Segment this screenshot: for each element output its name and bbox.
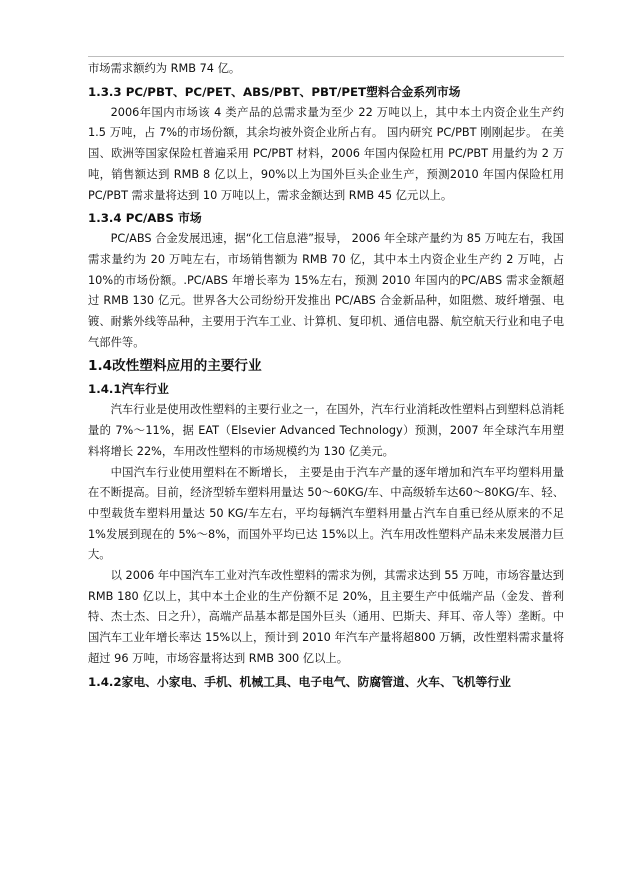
header-rule [88,56,564,57]
heading-1-4-2: 1.4.2家电、小家电、手机、机械工具、电子电气、防腐管道、火车、飞机等行业 [88,674,511,689]
heading-1-4: 1.4改性塑料应用的主要行业 [88,358,262,375]
paragraph-pc-pbt-market: 2006年国内市场该 4 类产品的总需求量为至少 22 万吨以上，其中本土内资企业生产约 1.5 万吨，占 7%的市场份额，其余均被外资企业所占有。 国内研究 PC/PBT 刚刚起步。 在美国、欧洲等国家保险杠普遍采用 PC/PBT 材料，2006 年国内保险杠用 PC/PBT 用量约为 2 万吨，销售额达到 RMB 8 亿以上，90%以上为国外巨头企业生产，预测2010 年国内保险杠用 PC/PBT 需求量将达到 10 万吨以上，需求金额达到 RMB 45 亿元以上。 [88,105,564,202]
heading-1-4-1: 1.4.1汽车行业 [88,382,169,397]
paragraph-auto-2006-demand: 以 2006 年中国汽车工业对汽车改性塑料的需求为例，其需求达到 55 万吨，市场容量达到 RMB 180 亿以上，其中本土企业的生产份额不足 20%，且主要生产中低端产品（金发、普利特、杰士杰、日之升），高端产品基本都是国外巨头（通用、巴斯夫、拜耳、帝人等）垄断。中国汽车工业年增长率达 15%以上，预计到 2010 年汽车产量将超800 万辆，改性塑料需求量将超过 96 万吨，市场容量将达到 RMB 300 亿以上。 [88,569,564,665]
heading-1-3-4: 1.3.4 PC/ABS 市场 [88,211,202,226]
paragraph-pc-abs-market: PC/ABS 合金发展迅速，据“化工信息港”报导， 2006 年全球产量约为 85 万吨左右，我国需求量约为 20 万吨左右，市场销售额为 RMB 70 亿，其中本土内资企业生产约 2 万吨，占 10%的市场份额。.PC/ABS 年增长率为 15%左右，预测 2010 年国内的PC/ABS 需求金额超过 RMB 130 亿元。世界各大公司纷纷开发推出 PC/ABS 合金新品种，如阻燃、玻纤增强、电镀、耐紫外线等品种，主要用于汽车工业、计算机、复印机、通信电器、航空航天行业和电子电气部件等。 [88,232,564,349]
paragraph-auto-industry-overview: 汽车行业是使用改性塑料的主要行业之一，在国外，汽车行业消耗改性塑料占到塑料总消耗量的 7%～11%，据 EAT（Elsevier Advanced Technology）预测，2007 年全球汽车用塑料将增长 22%，车用改性塑料的市场规模约为 130 亿美元。 [88,403,564,458]
paragraph-market-demand-end: 市场需求额约为 RMB 74 亿。 [88,62,241,75]
document-body [88,59,564,693]
heading-1-3-3: 1.3.3 PC/PBT、PC/PET、ABS/PBT、PBT/PET塑料合金系列市场 [88,84,461,99]
paragraph-auto-plastic-growth: 中国汽车行业使用塑料在不断增长， 主要是由于汽车产量的逐年增加和汽车平均塑料用量在不断提高。目前，经济型轿车塑料用量达 50～60KG/车、中高级轿车达60～80KG/车、轻、中型载货车塑料用量达 50 KG/车左右，平均每辆汽车塑料用量占汽车自重已经从原来的不足 1%发展到现在的 5%～8%，而国外平均已达 15%以上。汽车用改性塑料产品未来发展潜力巨大。 [88,465,564,562]
